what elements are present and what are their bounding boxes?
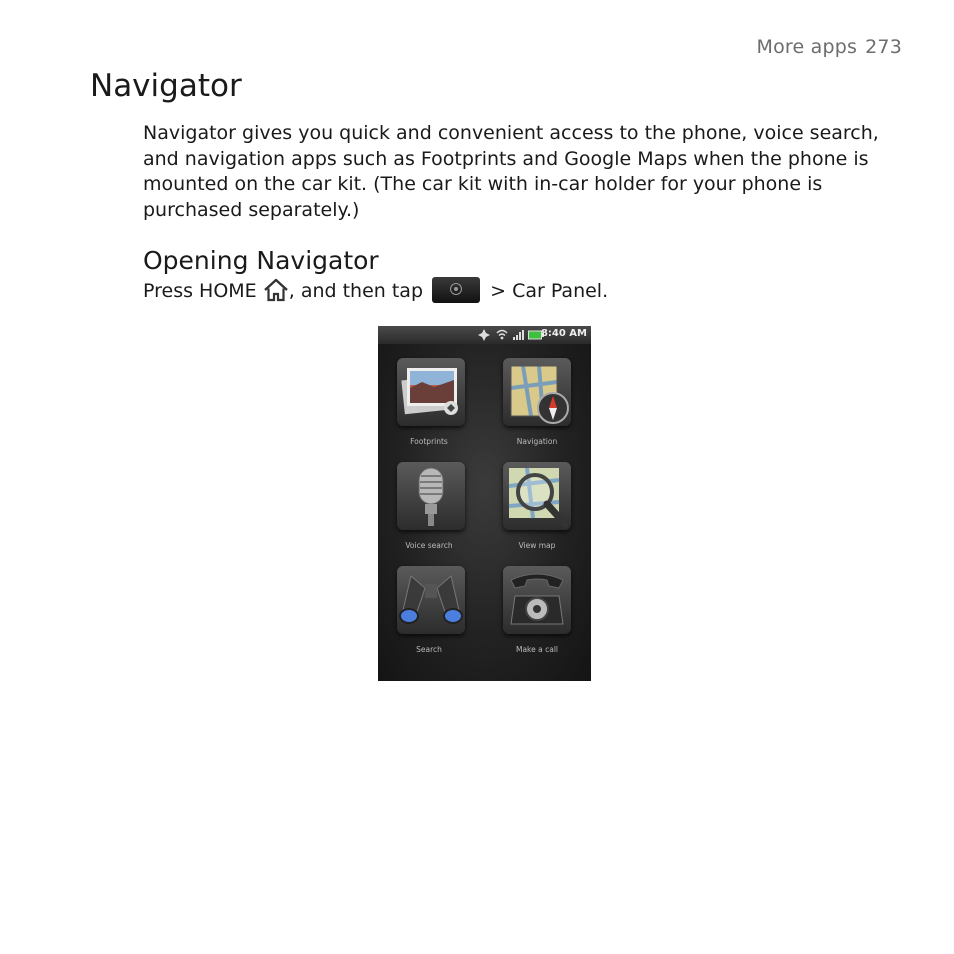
- signal-icon: [512, 329, 524, 341]
- section-heading: Opening Navigator: [143, 246, 379, 275]
- compass-map-icon: [503, 358, 571, 426]
- voice-search-tile: [397, 462, 465, 530]
- intro-paragraph: Navigator gives you quick and convenient access to the phone, voice search, and navigation apps such as Footprints and Google Maps when the phone is mounted on the car kit. (The car kit with in-car holder for your phone is purchased separately.): [143, 122, 879, 221]
- navigation-label: Navigation: [516, 437, 558, 446]
- status-bar: [378, 326, 591, 344]
- section-name: More apps: [756, 36, 858, 58]
- page-header: [757, 36, 902, 58]
- instruction-step: [143, 277, 608, 309]
- make-a-call-label: Make a call: [515, 645, 558, 654]
- phone-screenshot: [378, 326, 591, 681]
- step-target: > Car Panel: [490, 280, 603, 302]
- home-icon: [263, 278, 289, 309]
- page-number: 273: [865, 36, 902, 58]
- binoculars-icon: [397, 566, 465, 634]
- view-map-label: View map: [518, 541, 556, 550]
- step-prefix: Press HOME: [143, 280, 257, 302]
- microphone-icon: [397, 462, 465, 530]
- step-end: .: [602, 280, 609, 302]
- voice-search-label: Voice search: [405, 541, 453, 550]
- step-middle: , and then tap: [288, 280, 424, 302]
- telephone-icon: [503, 566, 571, 634]
- make-a-call-tile: [503, 566, 571, 634]
- magnifier-map-icon: [503, 462, 571, 530]
- status-time: 8:40 AM: [540, 328, 587, 339]
- view-map-tile: [503, 462, 571, 530]
- search-label: Search: [416, 645, 442, 654]
- navigation-tile: [503, 358, 571, 426]
- page-title: Navigator: [90, 68, 242, 104]
- photo-stack-icon: [397, 358, 465, 426]
- search-tile: [397, 566, 465, 634]
- all-apps-button-icon: [432, 277, 480, 303]
- gps-icon: [478, 329, 490, 341]
- footprints-tile: [397, 358, 465, 426]
- footprints-label: Footprints: [410, 437, 448, 446]
- wifi-icon: [496, 329, 508, 341]
